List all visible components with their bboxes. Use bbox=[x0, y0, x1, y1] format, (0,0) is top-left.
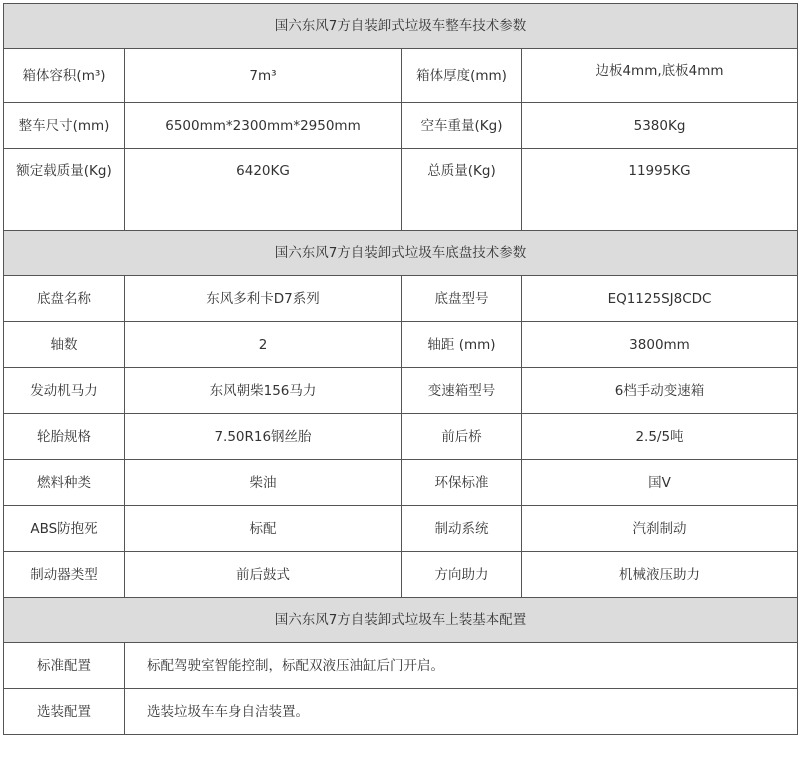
section-header-row bbox=[4, 4, 798, 49]
param-value: 6420KG bbox=[125, 149, 402, 231]
config-value: 选装垃圾车车身自洁装置。 bbox=[125, 689, 798, 735]
param-value: 前后鼓式 bbox=[125, 552, 402, 598]
param-label: 前后桥 bbox=[402, 414, 522, 460]
param-value: EQ1125SJ8CDC bbox=[522, 276, 798, 322]
param-label: 轮胎规格 bbox=[4, 414, 125, 460]
param-label: 轴数 bbox=[4, 322, 125, 368]
param-value: 5380Kg bbox=[522, 103, 798, 149]
param-label: 制动器类型 bbox=[4, 552, 125, 598]
section-title-upper-config: 国六东风7方自装卸式垃圾车上装基本配置 bbox=[4, 598, 798, 643]
param-label: 箱体容积(m³) bbox=[4, 49, 125, 103]
param-value: 机械液压助力 bbox=[522, 552, 798, 598]
param-value: 2 bbox=[125, 322, 402, 368]
param-label: 空车重量(Kg) bbox=[402, 103, 522, 149]
table-row bbox=[4, 689, 798, 735]
param-value: 汽刹制动 bbox=[522, 506, 798, 552]
table-row bbox=[4, 506, 798, 552]
param-value: 东风朝柴156马力 bbox=[125, 368, 402, 414]
param-label: 底盘名称 bbox=[4, 276, 125, 322]
section-header-row bbox=[4, 231, 798, 276]
section-header-row bbox=[4, 598, 798, 643]
param-label: 整车尺寸(mm) bbox=[4, 103, 125, 149]
param-label: 底盘型号 bbox=[402, 276, 522, 322]
config-value: 标配驾驶室智能控制，标配双液压油缸后门开启。 bbox=[125, 643, 798, 689]
param-value: 6500mm*2300mm*2950mm bbox=[125, 103, 402, 149]
table-row bbox=[4, 276, 798, 322]
param-label: ABS防抱死 bbox=[4, 506, 125, 552]
table-row bbox=[4, 414, 798, 460]
table-row bbox=[4, 322, 798, 368]
param-label: 环保标准 bbox=[402, 460, 522, 506]
param-value: 东风多利卡D7系列 bbox=[125, 276, 402, 322]
table-row bbox=[4, 368, 798, 414]
param-value: 标配 bbox=[125, 506, 402, 552]
config-label: 选装配置 bbox=[4, 689, 125, 735]
param-value: 11995KG bbox=[522, 149, 798, 231]
table-row bbox=[4, 149, 798, 231]
table-row bbox=[4, 49, 798, 103]
spec-table bbox=[3, 3, 798, 735]
param-value: 柴油 bbox=[125, 460, 402, 506]
param-value: 3800mm bbox=[522, 322, 798, 368]
param-label: 方向助力 bbox=[402, 552, 522, 598]
param-label: 变速箱型号 bbox=[402, 368, 522, 414]
param-value: 2.5/5吨 bbox=[522, 414, 798, 460]
param-label: 额定载质量(Kg) bbox=[4, 149, 125, 231]
param-value: 国V bbox=[522, 460, 798, 506]
param-value: 7m³ bbox=[125, 49, 402, 103]
table-row bbox=[4, 643, 798, 689]
table-row bbox=[4, 460, 798, 506]
param-value: 边板4mm,底板4mm bbox=[522, 49, 798, 103]
param-label: 轴距 (mm) bbox=[402, 322, 522, 368]
param-value: 7.50R16钢丝胎 bbox=[125, 414, 402, 460]
param-label: 燃料种类 bbox=[4, 460, 125, 506]
section-title-chassis: 国六东风7方自装卸式垃圾车底盘技术参数 bbox=[4, 231, 798, 276]
config-label: 标准配置 bbox=[4, 643, 125, 689]
section-title-whole-vehicle: 国六东风7方自装卸式垃圾车整车技术参数 bbox=[4, 4, 798, 49]
param-value: 6档手动变速箱 bbox=[522, 368, 798, 414]
param-label: 发动机马力 bbox=[4, 368, 125, 414]
table-row bbox=[4, 103, 798, 149]
param-label: 制动系统 bbox=[402, 506, 522, 552]
param-label: 总质量(Kg) bbox=[402, 149, 522, 231]
table-row bbox=[4, 552, 798, 598]
param-label: 箱体厚度(mm) bbox=[402, 49, 522, 103]
